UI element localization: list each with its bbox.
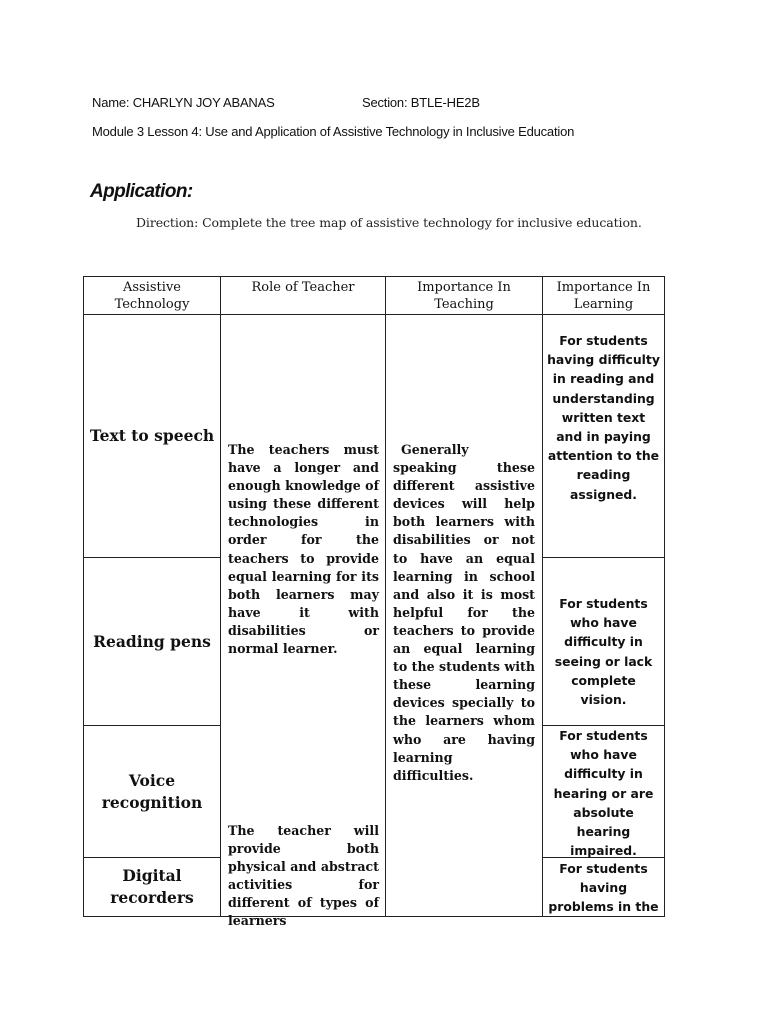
- learning-voice-recognition: For students who have difficulty in hearing or are absolute hearing impaired.: [553, 728, 654, 859]
- tech-text-to-speech: Text to speech: [89, 426, 215, 445]
- table-border-right: [664, 276, 665, 917]
- importance-in-teaching-text: Generally speaking these different assistive devices will help both learners with disabilities or not to have an equal learning in school and also it is most helpful for the teachers to provide an equal learning to the students with these learning devices specially to the learners whom who are having learning difficulties.: [393, 442, 535, 783]
- column-divider-2: [385, 276, 386, 917]
- student-section: Section: BTLE-HE2B: [362, 95, 480, 110]
- application-heading: Application:: [90, 181, 193, 202]
- header-assistive-technology: Assistive Technology: [114, 280, 190, 312]
- learning-reading-pens: For students who have difficulty in seeing or lack complete vision.: [554, 596, 653, 708]
- learn-row-divider-1: [542, 557, 665, 558]
- learning-text-to-speech: For students having difficulty in reading and understanding written text and in paying attention to the reading assigned.: [547, 333, 660, 502]
- header-role-of-teacher: Role of Teacher: [251, 280, 355, 295]
- header-importance-in-learning: Importance In Learning: [556, 280, 651, 312]
- role-of-teacher-text-2: The teacher will provide both physical and abstract activities for different of types of learners: [228, 823, 379, 929]
- header-importance-in-teaching: Importance In Teaching: [417, 280, 511, 312]
- role-of-teacher-text-1: The teachers must have a longer and enough knowledge of using these different technologies in order for the teachers to provide equal learning for its both learners may have it with disabilities or normal learner.: [228, 442, 379, 657]
- tech-reading-pens: Reading pens: [93, 631, 211, 651]
- student-name: Name: CHARLYN JOY ABANAS: [92, 95, 275, 110]
- column-divider-1: [220, 276, 221, 917]
- column-divider-3: [542, 276, 543, 917]
- direction-text: Direction: Complete the tree map of assistive technology for inclusive education.: [136, 215, 642, 230]
- tech-digital-recorders: Digital recorders: [110, 866, 194, 907]
- learning-digital-recorders: For students having problems in the: [548, 861, 659, 915]
- module-title: Module 3 Lesson 4: Use and Application of Assistive Technology in Inclusive Education: [92, 124, 575, 139]
- tech-voice-recognition: Voice recognition: [101, 770, 203, 812]
- assistive-technology-table: [83, 276, 665, 929]
